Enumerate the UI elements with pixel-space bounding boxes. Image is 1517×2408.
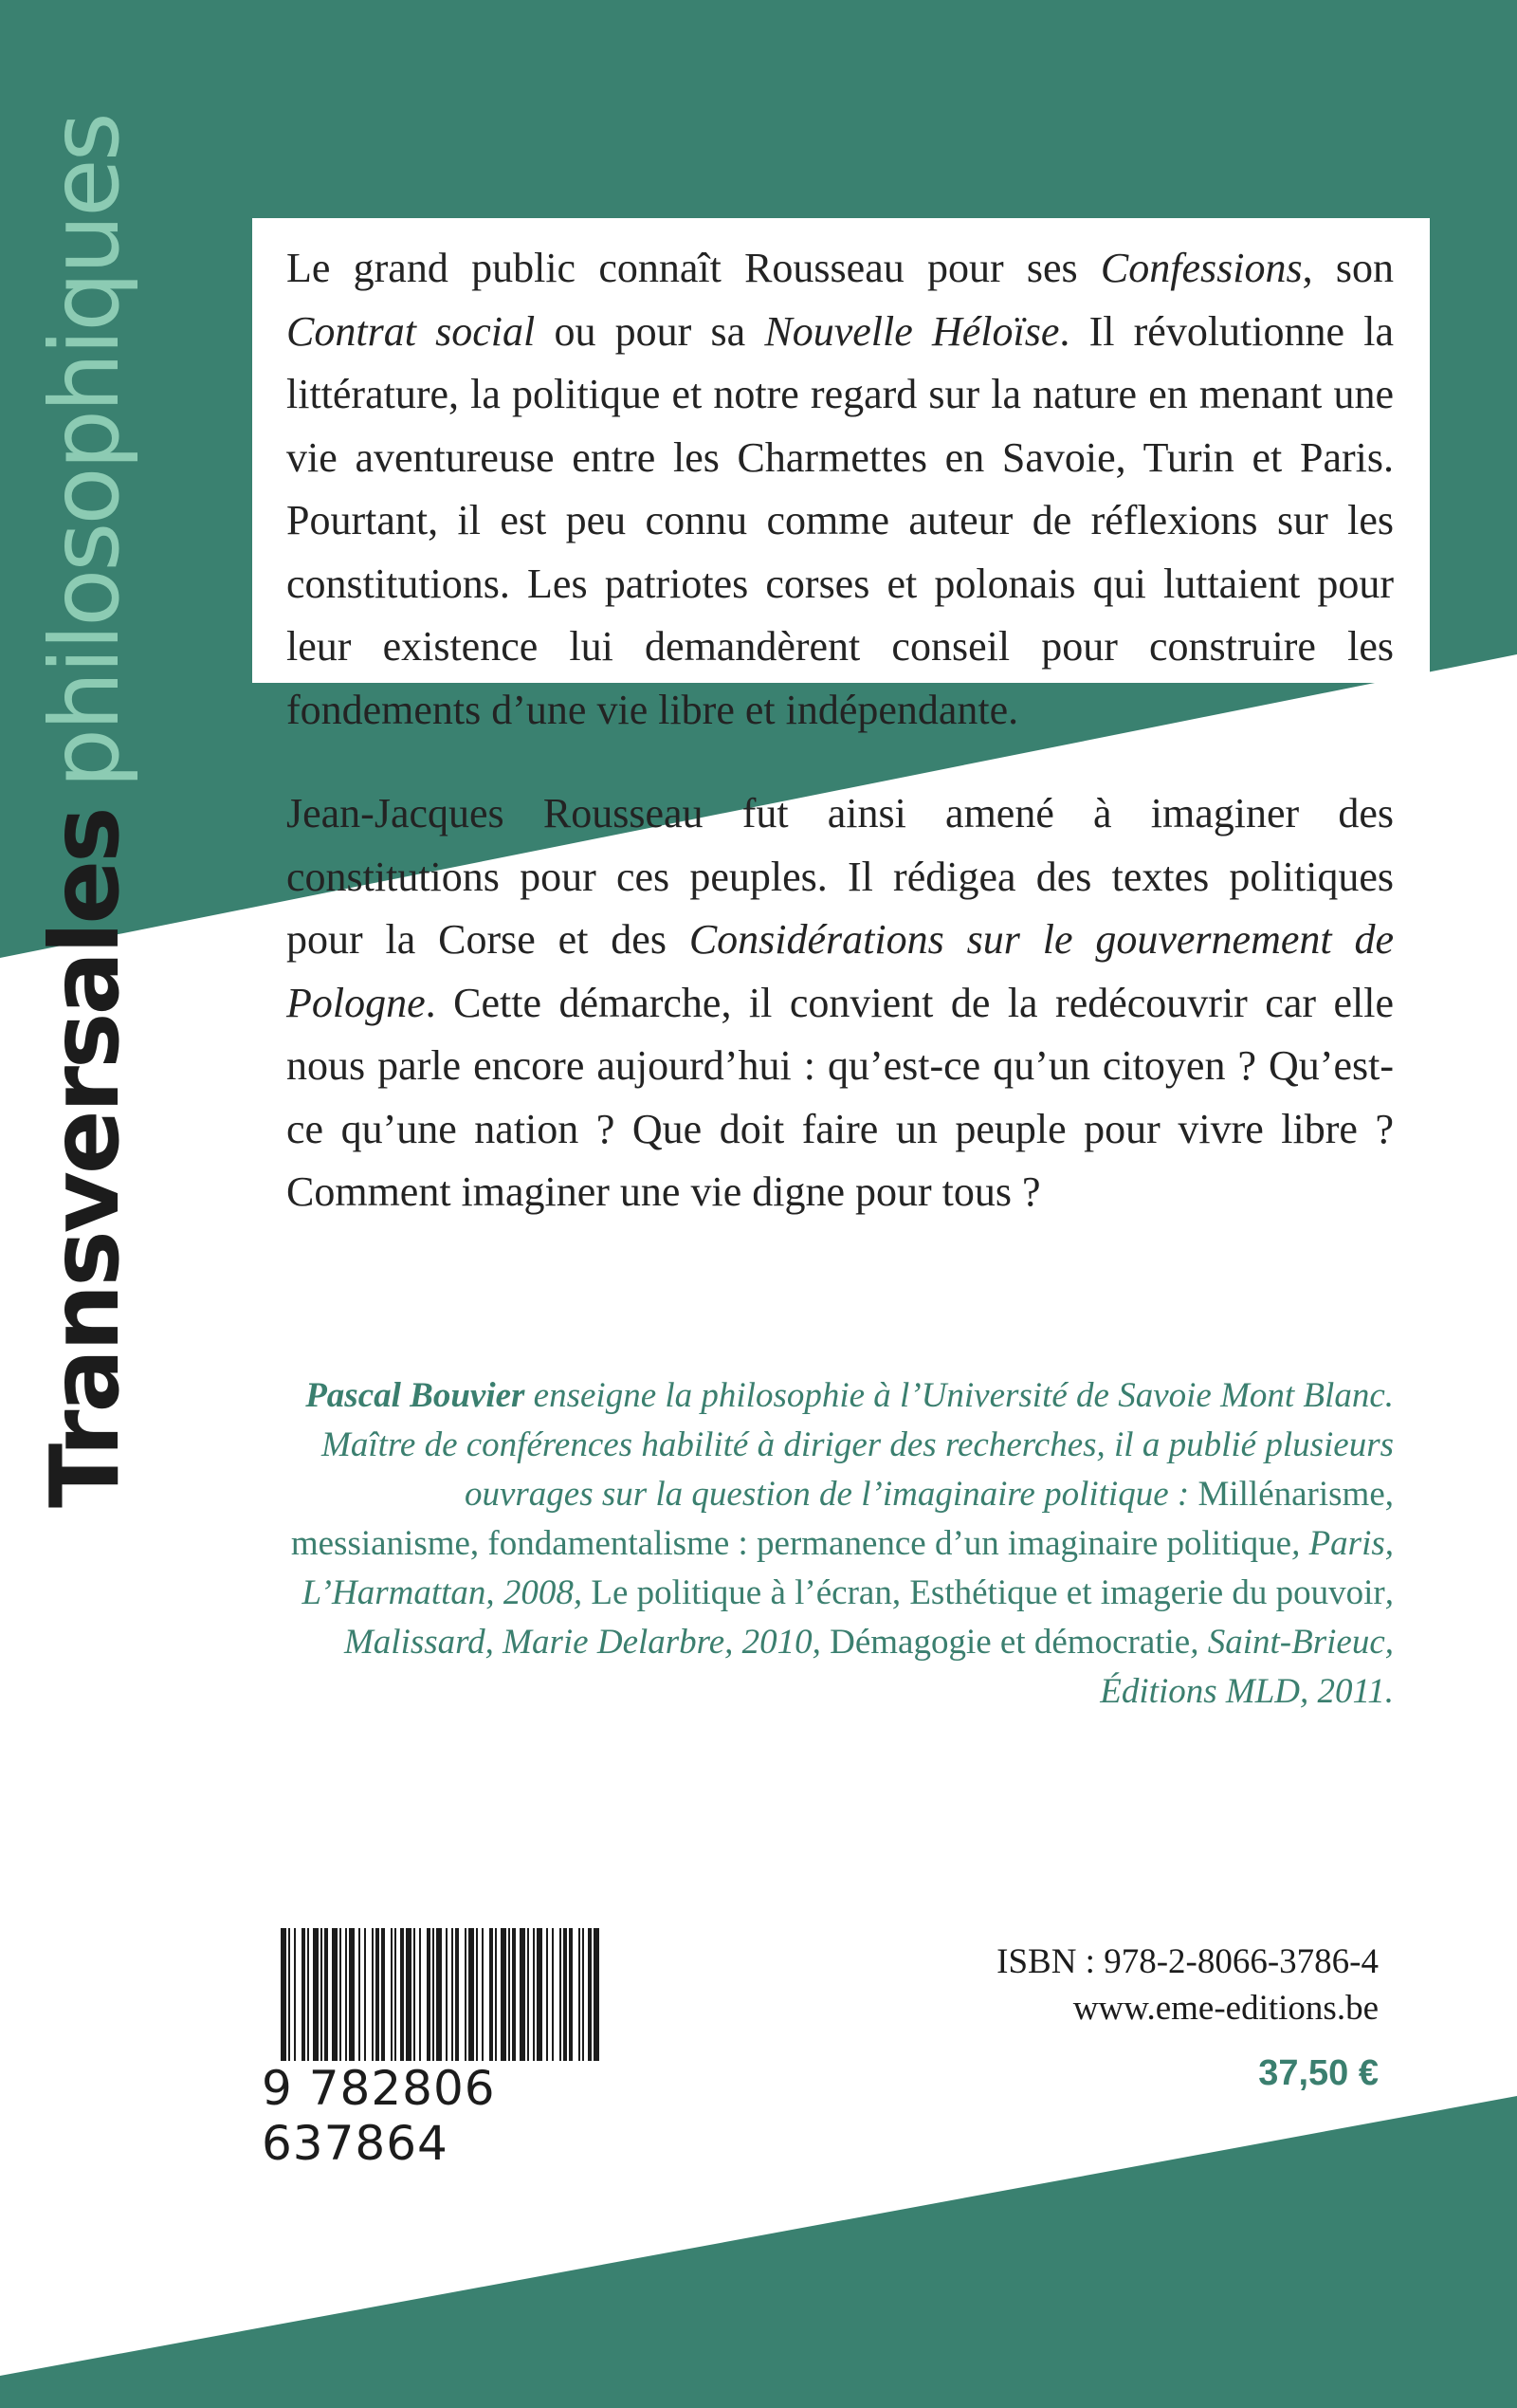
barcode-bar: [527, 1928, 529, 2061]
book-title: Démagogie et démocratie: [830, 1623, 1191, 1662]
barcode-bar: [578, 1928, 580, 2061]
barcode-bar: [594, 1928, 599, 2061]
barcode-bar: [451, 1928, 453, 2061]
book-title: Millénarisme, messianisme, fondamentalisme : permanence d’un imaginaire politique: [290, 1475, 1394, 1563]
barcode-bar: [372, 1928, 374, 2061]
text-run: . Cette démarche, il convient de la redécouvrir car elle nous parle encore aujourd’hui : qu’est-ce qu’un citoyen ? Qu’est-ce qu’une nation ? Que doit faire un peuple pour vivre libre ? Comment imaginer une vie digne pour tous ?: [286, 979, 1394, 1215]
barcode-bar: [313, 1928, 319, 2061]
barcode-bar: [468, 1928, 474, 2061]
barcode-bar: [563, 1928, 567, 2061]
barcode-bar: [465, 1928, 466, 2061]
barcode-bar: [307, 1928, 309, 2061]
text-run: ou pour sa: [535, 307, 765, 355]
barcode-bar: [482, 1928, 484, 2061]
barcode-bar: [332, 1928, 338, 2061]
barcode: [252, 1921, 622, 2171]
author-name: Pascal Bouvier: [305, 1376, 525, 1415]
barcode-bar: [569, 1928, 573, 2061]
barcode-bar: [446, 1928, 448, 2061]
barcode-bar: [400, 1928, 404, 2061]
italic-title: Confessions: [1100, 245, 1303, 291]
series-title-main: Transversales: [29, 809, 140, 1508]
text-run: , Saint-Brieuc, Éditions MLD, 2011.: [1100, 1623, 1394, 1711]
italic-title: Nouvelle Héloïse: [764, 307, 1060, 355]
barcode-bar: [294, 1928, 296, 2061]
barcode-bar: [552, 1928, 554, 2061]
barcode-bars: [281, 1928, 603, 2061]
barcode-bar: [501, 1928, 506, 2061]
isbn: ISBN : 978-2-8066-3786-4: [996, 1942, 1379, 1981]
barcode-number: 9 782806 637864: [262, 2061, 496, 2171]
text-run: Le grand public connaît Rousseau pour ses: [286, 245, 1101, 291]
barcode-bar: [537, 1928, 542, 2061]
barcode-bar: [345, 1928, 347, 2061]
italic-title: Contrat social: [286, 307, 536, 355]
barcode-bar: [559, 1928, 561, 2061]
rich-text: [286, 237, 1394, 742]
barcode-bar: [324, 1928, 328, 2061]
barcode-bar: [349, 1928, 355, 2061]
barcode-bar: [508, 1928, 510, 2061]
italic-title: Considérations sur le gouvernement de Pologne: [286, 916, 1394, 1026]
rich-text: [286, 782, 1394, 1224]
barcode-bar: [476, 1928, 478, 2061]
description-paragraph-1: [286, 237, 1394, 742]
barcode-bar: [302, 1928, 305, 2061]
barcode-bar: [358, 1928, 360, 2061]
barcode-bar: [432, 1928, 434, 2061]
barcode-bar: [339, 1928, 341, 2061]
barcode-bar: [320, 1928, 322, 2061]
barcode-bar: [588, 1928, 592, 2061]
text-run: , son: [1302, 245, 1394, 291]
barcode-bar: [495, 1928, 497, 2061]
author-bio: [284, 1371, 1394, 1717]
text-run: , Malissard, Marie Delarbre, 2010,: [343, 1573, 1394, 1662]
price: 37,50 €: [1258, 2053, 1379, 2093]
publisher-website[interactable]: www.eme-editions.be: [1072, 1989, 1379, 2028]
barcode-bar: [520, 1928, 525, 2061]
barcode-bar: [394, 1928, 396, 2061]
barcode-bar: [419, 1928, 421, 2061]
barcode-bar: [427, 1928, 430, 2061]
series-title-sub: philosophiques: [29, 115, 140, 789]
barcode-bar: [546, 1928, 548, 2061]
book-title: Le politique à l’écran, Esthétique et imagerie du pouvoir: [591, 1573, 1385, 1612]
barcode-bar: [288, 1928, 290, 2061]
barcode-bar: [512, 1928, 516, 2061]
barcode-bar: [281, 1928, 286, 2061]
barcode-bar: [375, 1928, 379, 2061]
barcode-bar: [489, 1928, 493, 2061]
description-paragraph-2: [286, 782, 1394, 1224]
barcode-bar: [406, 1928, 411, 2061]
series-title: [29, 115, 140, 1508]
rich-text: [284, 1371, 1394, 1717]
text-run: , Paris, L’Harmattan, 2008,: [302, 1524, 1394, 1612]
barcode-bar: [582, 1928, 584, 2061]
barcode-bar: [381, 1928, 385, 2061]
text-run: Jean-Jacques Rousseau fut ainsi amené à imaginer des constitutions pour ces peuples. Il rédigea des textes politiques pour la Corse et des: [286, 790, 1394, 963]
barcode-bar: [436, 1928, 442, 2061]
barcode-bar: [391, 1928, 393, 2061]
barcode-bar: [364, 1928, 366, 2061]
barcode-bar: [455, 1928, 459, 2061]
text-run: enseigne la philosophie à l’Université de Savoie Mont Blanc. Maître de conférences habilité à diriger des recherches, il a publié plusieurs ouvrages sur la question de l’imaginaire politique :: [321, 1376, 1394, 1514]
text-run: . Il révolutionne la littérature, la politique et notre regard sur la nature en menant une vie aventureuse entre les Charmettes en Savoie, Turin et Paris. Pourtant, il est peu connu comme auteur de réflexions sur les constitutions. Les patriotes corses et polonais qui luttaient pour leur existence lui demandèrent conseil pour construire les fondements d’une vie libre et indépendante.: [286, 307, 1394, 733]
barcode-bar: [533, 1928, 535, 2061]
barcode-bar: [413, 1928, 415, 2061]
